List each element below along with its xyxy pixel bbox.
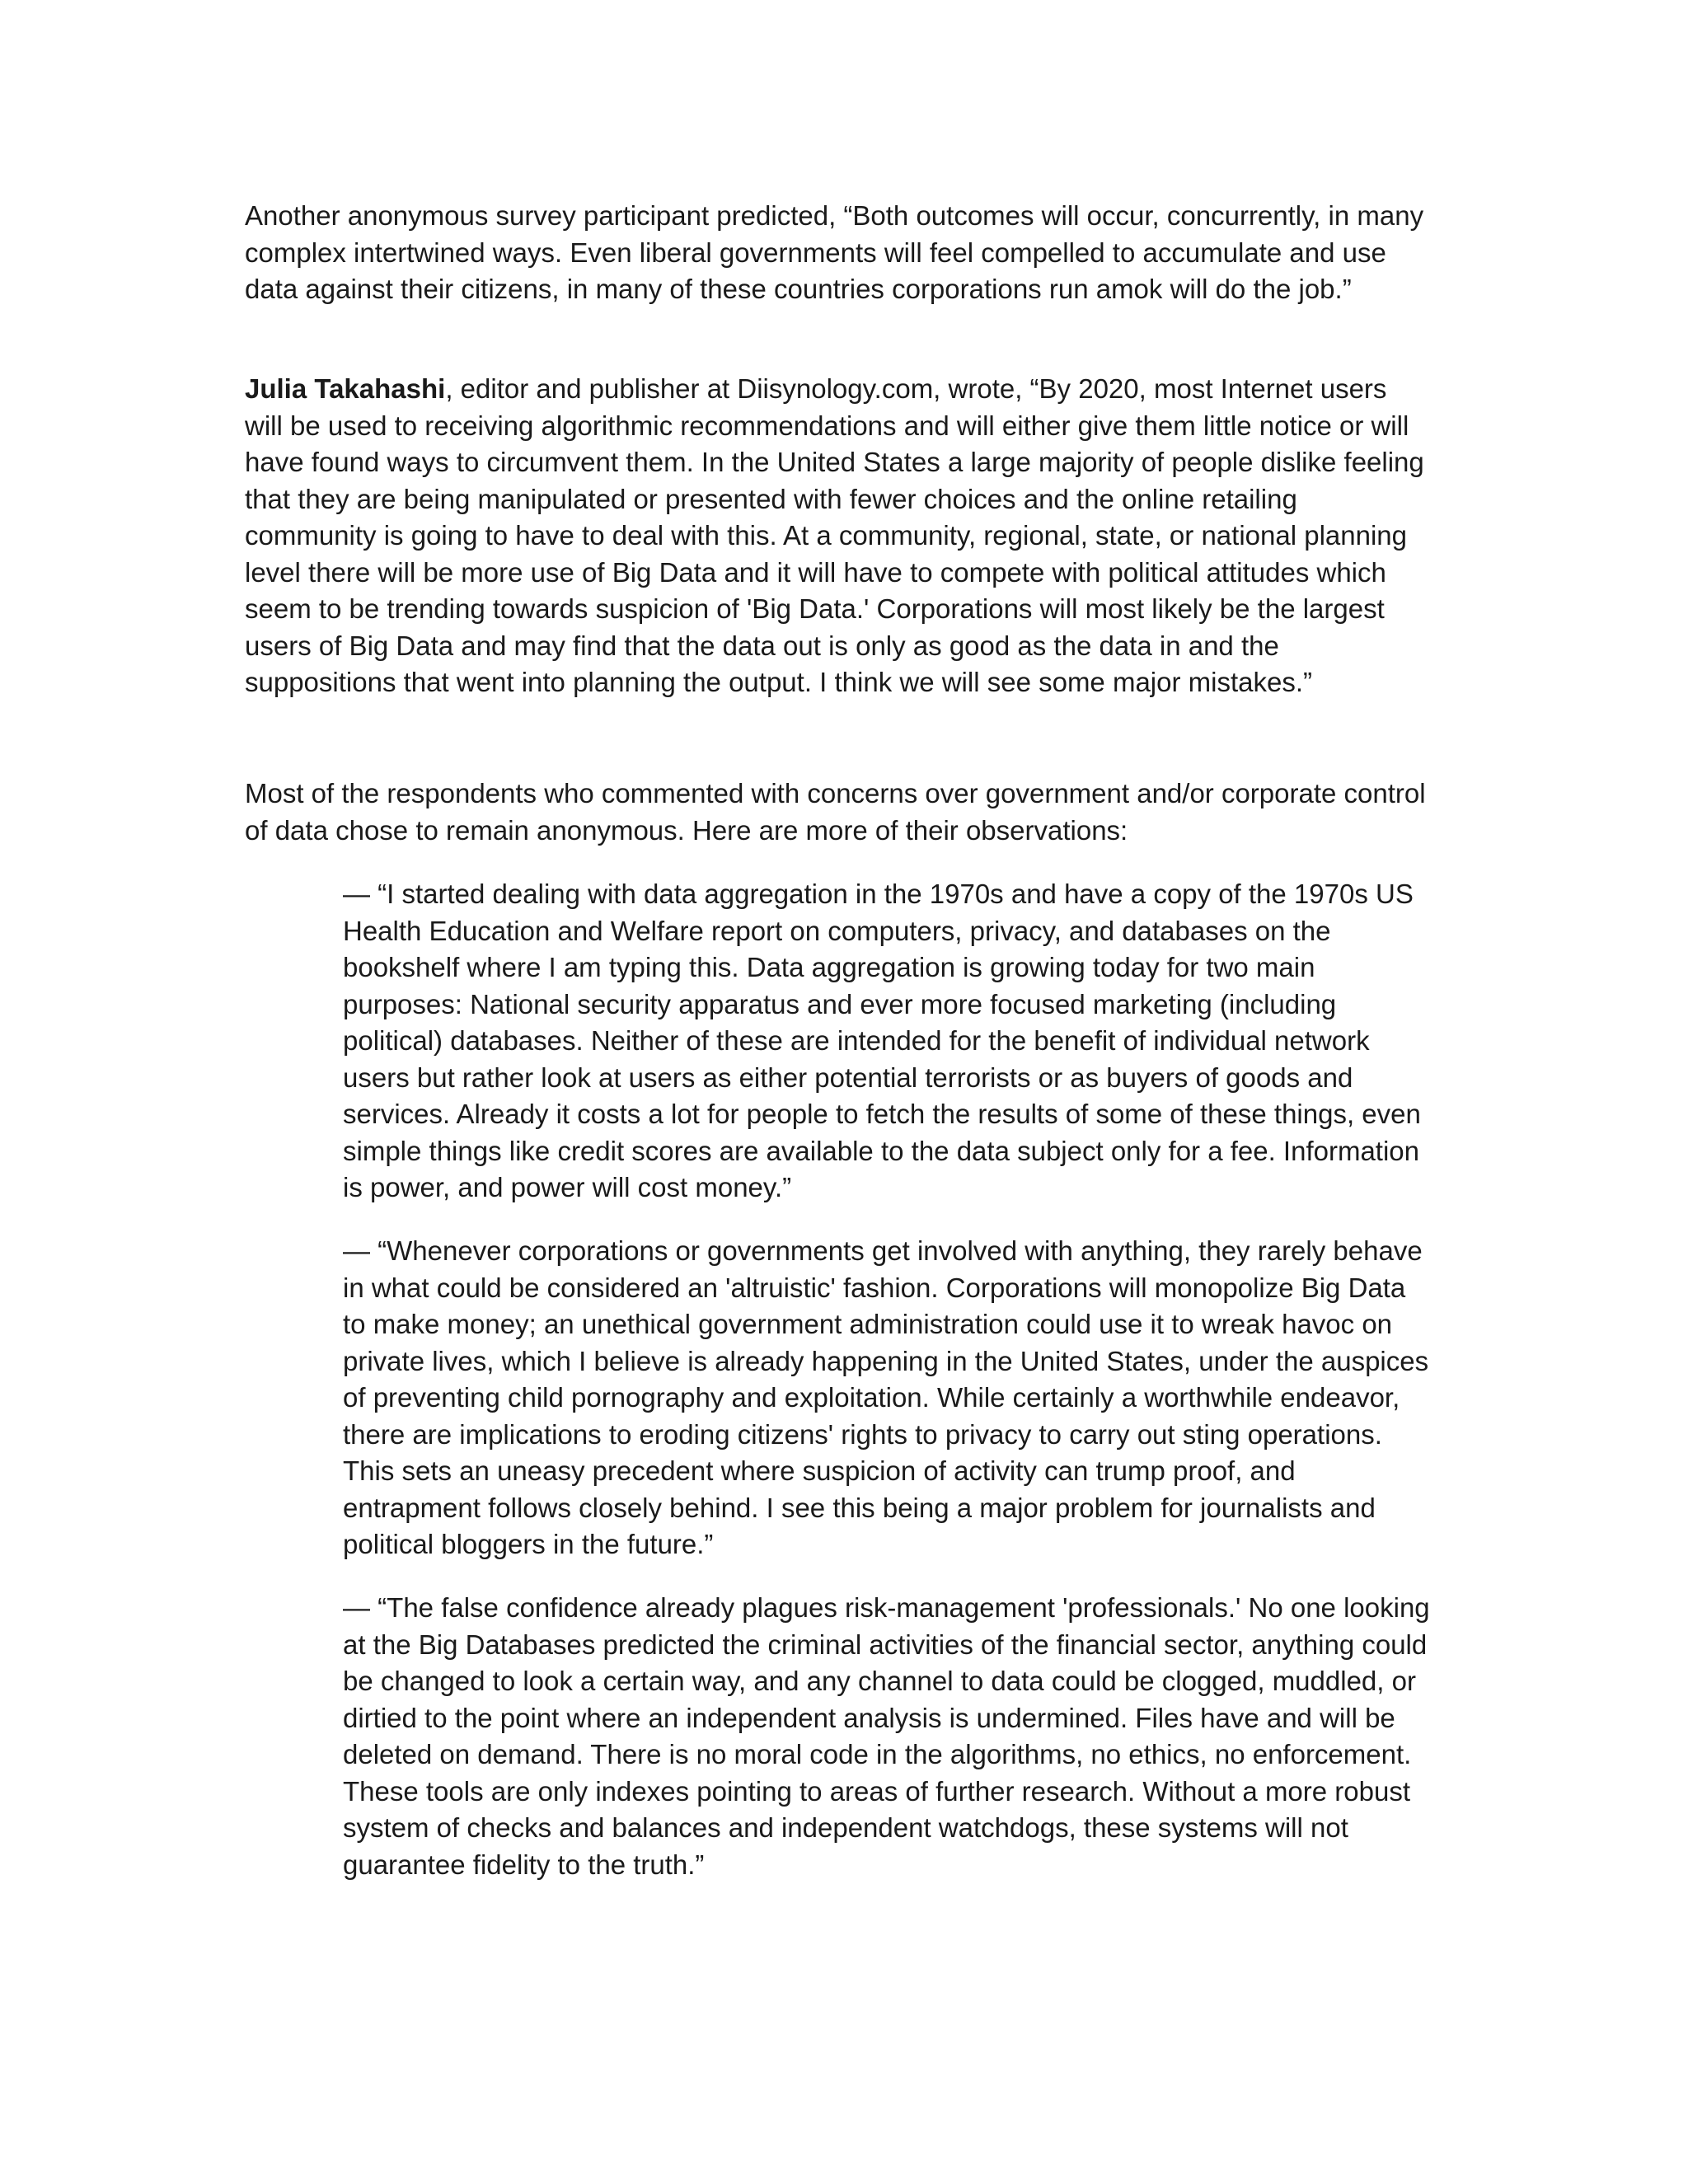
quote-data-aggregation: — “I started dealing with data aggregation in the 1970s and have a copy of the 1970s US Health Education and Welfare report on computers, privacy, and databases on the bookshelf where I am typing this. Data aggregation is growing today for two main purposes: National security apparatus and ever more focused marketing (including political) databases. Neither of these are intended for the benefit of individual network users but rather look at users as either potential terrorists or as buyers of goods and services. Already it costs a lot for people to fetch the results of some of these things, even simple things like credit scores are available to the data subject only for a fee. Information is power, and power will cost money.” <box>343 879 1421 1202</box>
speaker-name: Julia Takahashi <box>245 373 446 404</box>
paragraph-anonymous-prediction: Another anonymous survey participant predicted, “Both outcomes will occur, concurrently, in many complex intertwined ways. Even liberal governments will feel compelled to accumulate and use data against their citizens, in many of these countries corporations run amok will do the job.” <box>245 200 1424 304</box>
paragraph-julia-takahashi <box>245 371 1432 701</box>
quote-corporations-governments: — “Whenever corporations or governments get involved with anything, they rarely behave in what could be considered an 'altruistic' fashion. Corporations will monopolize Big Data to make money; an unethical government administration could use it to wreak havoc on private lives, which I believe is already happening in the United States, under the auspices of preventing child pornography and exploitation. While certainly a worthwhile endeavor, there are implications to eroding citizens' rights to privacy to carry out sting operations. This sets an uneasy precedent where suspicion of activity can trump proof, and entrapment follows closely behind. I see this being a major problem for journalists and political bloggers in the future.” <box>343 1235 1429 1559</box>
quote-false-confidence: — “The false confidence already plagues risk-management 'professionals.' No one looking at the Big Databases predicted the criminal activities of the financial sector, anything could be changed to look a certain way, and any channel to data could be clogged, muddled, or dirtied to the point where an independent analysis is undermined. Files have and will be deleted on demand. There is no moral code in the algorithms, no ethics, no enforcement. These tools are only indexes pointing to areas of further research. Without a more robust system of checks and balances and independent watchdogs, these systems will not guarantee fidelity to the truth.” <box>343 1592 1430 1880</box>
paragraph-julia-takahashi-body: , editor and publisher at Diisynology.com, wrote, “By 2020, most Internet users will be used to receiving algorithmic recommendations and will either give them little notice or will have found ways to circumvent them. In the United States a large majority of people dislike feeling that they are being manipulated or presented with fewer choices and the online retailing community is going to have to deal with this. At a community, regional, state, or national planning level there will be more use of Big Data and it will have to compete with political attitudes which seem to be trending towards suspicion of 'Big Data.' Corporations will most likely be the largest users of Big Data and may find that the data out is only as good as the data in and the suppositions that went into planning the output. I think we will see some major mistakes.” <box>245 373 1424 697</box>
paragraph-respondents-intro: Most of the respondents who commented with concerns over government and/or corporate control of data chose to remain anonymous. Here are more of their observations: <box>245 778 1426 846</box>
